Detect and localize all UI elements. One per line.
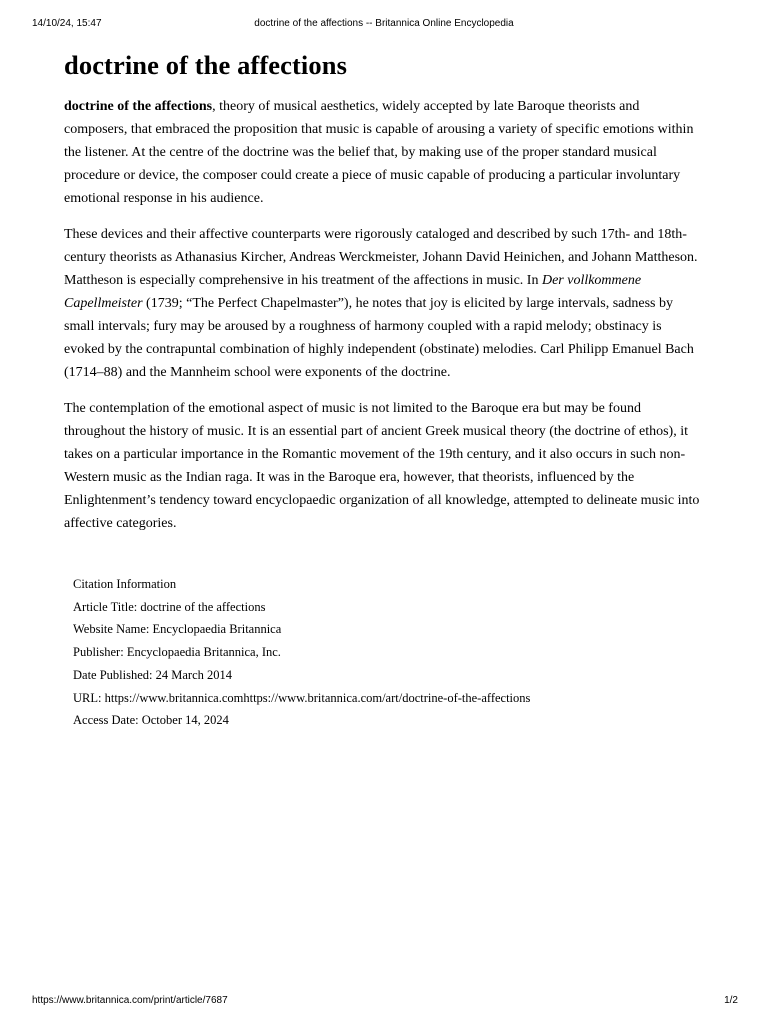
citation-information: [73, 573, 713, 732]
paragraph-1-text: , theory of musical aesthetics, widely accepted by late Baroque theorists and composers, that embraced the proposition that music is capable of arousing a variety of specific emotions within the listener. At the centre of the doctrine was the belief that, by making use of the proper standard musical procedure or device, the composer could create a piece of music capable of producing a particular involuntary emotional response in his audience.: [64, 99, 694, 206]
print-header: [0, 17, 768, 31]
article-paragraph-1: [64, 95, 704, 210]
print-document-title: doctrine of the affections -- Britannica Online Encyclopedia: [254, 18, 514, 29]
article-paragraph-2: [64, 223, 704, 384]
citation-heading: Citation Information: [73, 577, 177, 591]
citation-article-title: Article Title: doctrine of the affections: [73, 599, 266, 614]
citation-publisher: Publisher: Encyclopaedia Britannica, Inc.: [73, 645, 281, 660]
article-paragraph-3: The contemplation of the emotional aspect of music is not limited to the Baroque era but may be found throughout the history of music. It is an essential part of ancient Greek musical theory (the doctrine of ethos), it takes on a particular importance in the Romantic movement of the 19th century, and it also occurs in such non-Western music as the Indian raga. It was in the Baroque era, however, that theorists, influenced by the Enlightenment’s tendency toward encyclopaedic organization of all knowledge, attempted to delineate music into affective categories.: [64, 401, 700, 531]
print-url: https://www.britannica.com/print/article/7687: [32, 995, 228, 1006]
work-title: Der vollkommene Capellmeister: [64, 273, 642, 311]
paragraph-2-text-after: (1739; “The Perfect Chapelmaster”), he notes that joy is elicited by large intervals, sadness by small intervals; fury may be aroused by a roughness of harmony coupled with a rapid melody; obstinacy is evoked by the contrapuntal combination of highly independent (obstinate) melodies. Carl Philipp Emanuel Bach (1714–88) and the Mannheim school were exponents of the doctrine.: [64, 296, 694, 380]
citation-date-published: Date Published: 24 March 2014: [73, 667, 233, 682]
citation-url: URL: https://www.britannica.comhttps://www.britannica.com/art/doctrine-of-the-affections: [73, 690, 531, 705]
citation-website-name: Website Name: Encyclopaedia Britannica: [73, 622, 282, 637]
paragraph-2-text-before: These devices and their affective counterparts were rigorously cataloged and described by such 17th- and 18th-century theorists as Athanasius Kircher, Andreas Werckmeister, Johann David Heinichen, and Johann Mattheson. Mattheson is especially comprehensive in his treatment of the affections in music. In: [64, 227, 698, 288]
article-term: doctrine of the affections: [64, 99, 213, 114]
citation-access-date: Access Date: October 14, 2024: [73, 713, 229, 728]
article-title: doctrine of the affections: [64, 50, 347, 80]
article-body: [64, 46, 704, 548]
print-footer: [0, 994, 768, 1008]
print-datetime: 14/10/24, 15:47: [32, 18, 102, 29]
page-number: 1/2: [724, 995, 738, 1006]
